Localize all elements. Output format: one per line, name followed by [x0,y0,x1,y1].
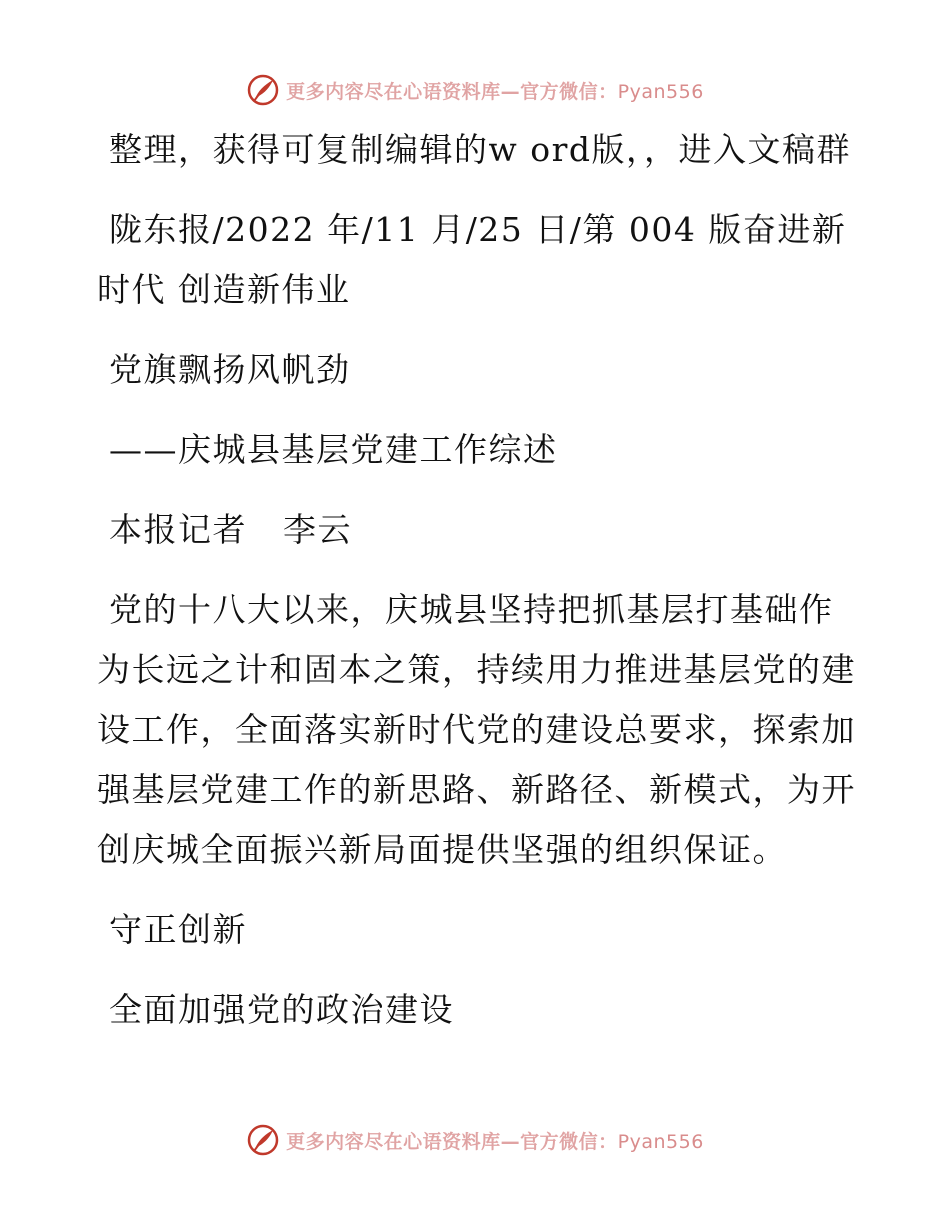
paragraph-publication-info: 陇东报/2022 年/11 月/25 日/第 004 版奋进新时代 创造新伟业 [97,210,847,309]
article-lead-paragraph: 党的十八大以来，庆城县坚持把抓基层打基础作为长远之计和固本之策，持续用力推进基层党的建设工作，全面落实新时代党的建设总要求，探索加强基层党建工作的新思路、新路径、新模式，为开创庆城全面振兴新局面提供坚强的组织保证。 [97,590,856,869]
section-heading: 守正创新 [97,910,247,949]
paragraph-source-note: 整理，获得可复制编辑的w ord版，，进入文稿群 [97,130,852,169]
article-subtitle: ——庆城县基层党建工作综述 [97,430,558,469]
feather-pen-logo-icon [246,73,280,107]
section-subheading: 全面加强党的政治建设 [97,990,454,1029]
header-watermark-banner [0,70,950,110]
document-body [97,120,857,1060]
header-banner-text: 更多内容尽在心语资料库—官方微信：Pyan556 [286,80,704,103]
footer-watermark-banner [0,1120,950,1160]
feather-pen-logo-icon [246,1123,280,1157]
footer-banner-text: 更多内容尽在心语资料库—官方微信：Pyan556 [286,1130,704,1153]
footer-banner-id: Pyan556 [617,1130,704,1153]
header-banner-id: Pyan556 [617,80,704,103]
article-title: 党旗飘扬风帆劲 [97,350,351,389]
article-byline: 本报记者 李云 [97,510,352,549]
